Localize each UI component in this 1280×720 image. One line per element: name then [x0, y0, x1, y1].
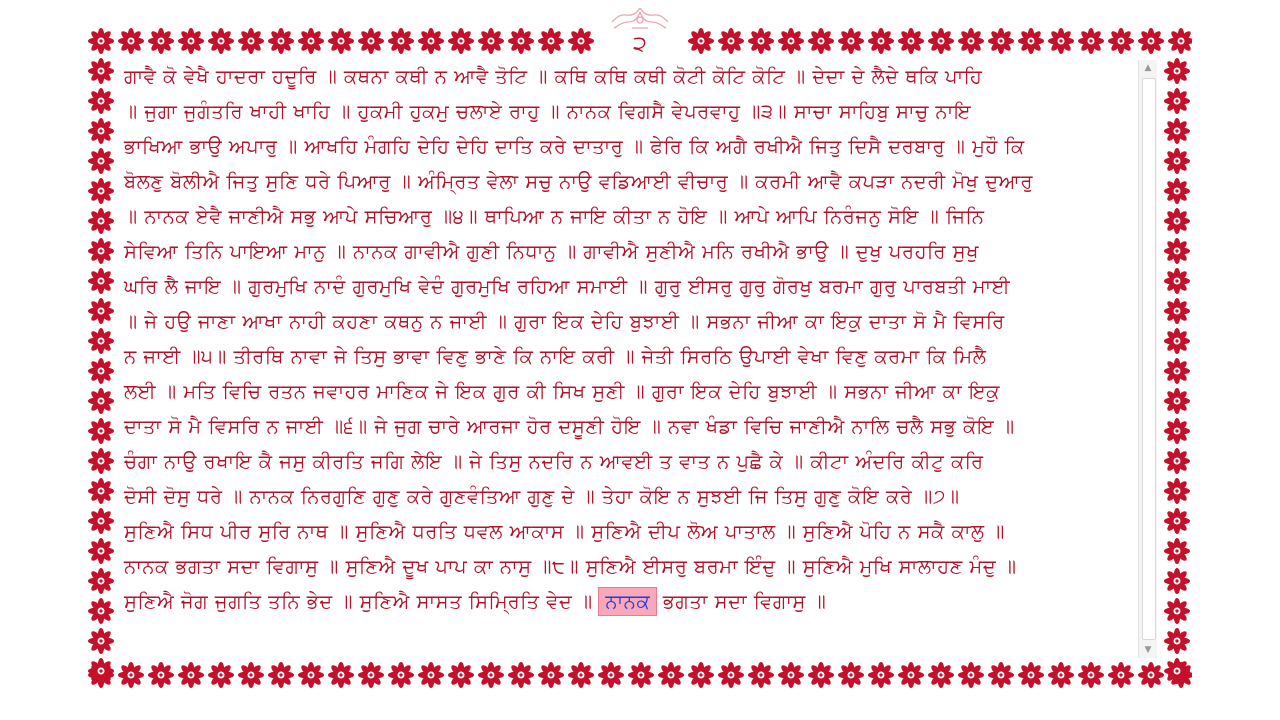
border-flower-icon	[1138, 662, 1164, 688]
text-line: ਨਾਨਕ ਭਗਤਾ ਸਦਾ ਵਿਗਾਸੁ ॥ ਸੁਣਿਐ ਦੂਖ ਪਾਪ ਕਾ ਨਾਸੁ ॥੮॥ ਸੁਣਿਐ ਈਸਰੁ ਬਰਮਾ ਇੰਦੁ ॥ ਸੁਣਿਐ ਮੁਖਿ ਸਾਲਾਹਣ ਮੰਦੁ ॥	[124, 555, 1017, 578]
border-flower-icon	[268, 28, 294, 54]
text-line: ॥ ਜੁਗਾ ਜੁਗੰਤਰਿ ਖਾਹੀ ਖਾਹਿ ॥ ਹੁਕਮੀ ਹੁਕਮੁ ਚਲਾਏ ਰਾਹੁ ॥ ਨਾਨਕ ਵਿਗਸੈ ਵੇਪਰਵਾਹੁ ॥੩॥ ਸਾਚਾ ਸਾਹਿਬੁ ਸਾਚੁ ਨਾਇ	[124, 100, 972, 123]
border-flower-icon	[1168, 28, 1192, 54]
border-flower-icon	[88, 208, 114, 234]
border-flower-icon	[418, 662, 444, 688]
border-flower-icon	[328, 28, 354, 54]
border-flower-icon	[388, 28, 414, 54]
border-flower-icon	[298, 662, 324, 688]
border-flower-icon	[1164, 178, 1190, 204]
border-flower-icon	[388, 662, 414, 688]
border-flower-icon	[778, 28, 804, 54]
border-flower-icon	[1164, 238, 1190, 264]
border-flower-icon	[1018, 662, 1044, 688]
text-line: ਦਾਤਾ ਸੋ ਮੈ ਵਿਸਰਿ ਨ ਜਾਈ ॥੬॥ ਜੇ ਜੁਗ ਚਾਰੇ ਆਰਜਾ ਹੋਰ ਦਸੂਣੀ ਹੋਇ ॥ ਨਵਾ ਖੰਡਾ ਵਿਚਿ ਜਾਣੀਐ ਨਾਲਿ ਚਲੈ ਸਭੁ ਕੋਇ ॥	[124, 415, 1015, 438]
text-line: ਨ ਜਾਈ ॥੫॥ ਤੀਰਥਿ ਨਾਵਾ ਜੇ ਤਿਸੁ ਭਾਵਾ ਵਿਣੁ ਭਾਣੇ ਕਿ ਨਾਇ ਕਰੀ ॥ ਜੇਤੀ ਸਿਰਠਿ ਉਪਾਈ ਵੇਖਾ ਵਿਣੁ ਕਰਮਾ ਕਿ ਮਿਲੈ	[124, 345, 987, 368]
border-flower-icon	[238, 662, 264, 688]
border-flower-icon	[1164, 628, 1190, 654]
text-line: ਸੇਵਿਆ ਤਿਨਿ ਪਾਇਆ ਮਾਨੁ ॥ ਨਾਨਕ ਗਾਵੀਐ ਗੁਣੀ ਨਿਧਾਨੁ ॥ ਗਾਵੀਐ ਸੁਣੀਐ ਮਨਿ ਰਖੀਐ ਭਾਉ ॥ ਦੁਖੁ ਪਰਹਰਿ ਸੁਖੁ	[124, 240, 979, 263]
border-flower-icon	[568, 662, 594, 688]
border-flower-icon	[748, 662, 774, 688]
border-flower-icon	[268, 662, 294, 688]
border-flower-icon	[1048, 662, 1074, 688]
border-flower-icon	[118, 662, 144, 688]
border-flower-icon	[838, 28, 864, 54]
border-flower-icon	[1164, 418, 1190, 444]
border-flower-icon	[88, 658, 114, 684]
border-flower-icon	[928, 28, 954, 54]
page-number: ੨	[633, 32, 647, 57]
border-flower-icon	[358, 662, 384, 688]
border-flower-icon	[178, 28, 204, 54]
border-flower-icon	[1164, 568, 1190, 594]
border-flower-icon	[718, 662, 744, 688]
border-flower-icon	[88, 478, 114, 504]
border-flower-icon	[568, 28, 594, 54]
border-flower-icon	[1164, 478, 1190, 504]
text-line: ਦੋਸੀ ਦੋਸੁ ਧਰੇ ॥ ਨਾਨਕ ਨਿਰਗੁਣਿ ਗੁਣੁ ਕਰੇ ਗੁਣਵੰਤਿਆ ਗੁਣੁ ਦੇ ॥ ਤੇਹਾ ਕੋਇ ਨ ਸੁਝਈ ਜਿ ਤਿਸੁ ਗੁਣੁ ਕੋਇ ਕਰੇ ॥੭॥	[124, 485, 960, 508]
text-line: ॥ ਨਾਨਕ ਏਵੈ ਜਾਣੀਐ ਸਭੁ ਆਪੇ ਸਚਿਆਰੁ ॥੪॥ ਥਾਪਿਆ ਨ ਜਾਇ ਕੀਤਾ ਨ ਹੋਇ ॥ ਆਪੇ ਆਪਿ ਨਿਰੰਜਨੁ ਸੋਇ ॥ ਜਿਨਿ	[124, 205, 985, 228]
border-flower-icon	[88, 328, 114, 354]
border-flower-icon	[1164, 358, 1190, 384]
text-line-last	[124, 587, 826, 617]
border-flower-icon	[208, 28, 234, 54]
border-flower-icon	[1164, 118, 1190, 144]
border-flower-icon	[448, 662, 474, 688]
border-flower-icon	[88, 628, 114, 654]
border-flower-icon	[88, 268, 114, 294]
border-flower-icon	[508, 662, 534, 688]
border-flower-icon	[898, 662, 924, 688]
scroll-up-icon[interactable]: ▲	[1144, 63, 1152, 73]
border-flower-icon	[88, 598, 114, 624]
border-flower-icon	[88, 88, 114, 114]
border-flower-icon	[418, 28, 444, 54]
border-flower-icon	[1078, 28, 1104, 54]
border-flower-icon	[1078, 662, 1104, 688]
border-flower-icon	[868, 28, 894, 54]
border-flower-icon	[868, 662, 894, 688]
border-flower-icon	[778, 662, 804, 688]
border-flower-icon	[988, 28, 1014, 54]
border-flower-icon	[88, 568, 114, 594]
text-line: ਗਾਵੈ ਕੋ ਵੇਖੈ ਹਾਦਰਾ ਹਦੂਰਿ ॥ ਕਥਨਾ ਕਥੀ ਨ ਆਵੈ ਤੋਟਿ ॥ ਕਥਿ ਕਥਿ ਕਥੀ ਕੋਟੀ ਕੋਟਿ ਕੋਟਿ ॥ ਦੇਦਾ ਦੇ ਲੈਦੇ ਥਕਿ ਪਾਹਿ	[124, 65, 983, 88]
border-flower-icon	[88, 298, 114, 324]
border-flower-icon	[1164, 268, 1190, 294]
border-flower-icon	[1164, 298, 1190, 324]
border-flower-icon	[88, 448, 114, 474]
border-flower-icon	[1048, 28, 1074, 54]
border-flower-icon	[958, 28, 984, 54]
border-flower-icon	[1164, 388, 1190, 414]
border-flower-icon	[88, 58, 114, 84]
border-flower-icon	[1164, 148, 1190, 174]
border-flower-icon	[718, 28, 744, 54]
border-flower-icon	[478, 28, 504, 54]
border-flower-icon	[508, 28, 534, 54]
border-flower-icon	[1164, 328, 1190, 354]
border-flower-icon	[988, 662, 1014, 688]
vertical-scrollbar[interactable]	[1138, 60, 1157, 658]
border-flower-icon	[1164, 598, 1190, 624]
highlighted-word[interactable]: ਨਾਨਕ	[599, 588, 656, 615]
border-flower-icon	[808, 662, 834, 688]
border-flower-icon	[208, 662, 234, 688]
border-flower-icon	[538, 662, 564, 688]
border-flower-icon	[838, 662, 864, 688]
border-flower-icon	[88, 178, 114, 204]
border-flower-icon	[1164, 58, 1190, 84]
border-flower-icon	[1164, 538, 1190, 564]
text-line: ਚੰਗਾ ਨਾਉ ਰਖਾਇ ਕੈ ਜਸੁ ਕੀਰਤਿ ਜਗਿ ਲੇਇ ॥ ਜੇ ਤਿਸੁ ਨਦਰਿ ਨ ਆਵਈ ਤ ਵਾਤ ਨ ਪੁਛੈ ਕੇ ॥ ਕੀਟਾ ਅੰਦਰਿ ਕੀਟੁ ਕਰਿ	[124, 450, 984, 473]
border-flower-icon	[448, 28, 474, 54]
border-flower-icon	[958, 662, 984, 688]
border-flower-icon	[478, 662, 504, 688]
border-flower-icon	[628, 662, 654, 688]
border-flower-icon	[1138, 28, 1164, 54]
border-flower-icon	[1108, 662, 1134, 688]
text-line: ਸੁਣਿਐ ਸਿਧ ਪੀਰ ਸੁਰਿ ਨਾਥ ॥ ਸੁਣਿਐ ਧਰਤਿ ਧਵਲ ਆਕਾਸ ॥ ਸੁਣਿਐ ਦੀਪ ਲੋਅ ਪਾਤਾਲ ॥ ਸੁਣਿਐ ਪੋਹਿ ਨ ਸਕੈ ਕਾਲੁ ॥	[124, 520, 1005, 543]
text-line: ਘਰਿ ਲੈ ਜਾਇ ॥ ਗੁਰਮੁਖਿ ਨਾਦੰ ਗੁਰਮੁਖਿ ਵੇਦੰ ਗੁਰਮੁਖਿ ਰਹਿਆ ਸਮਾਈ ॥ ਗੁਰੁ ਈਸਰੁ ਗੁਰੁ ਗੋਰਖੁ ਬਰਮਾ ਗੁਰੁ ਪਾਰਬਤੀ ਮਾਈ	[124, 275, 1011, 298]
border-flower-icon	[88, 508, 114, 534]
border-flower-icon	[1164, 88, 1190, 114]
border-flower-icon	[1164, 208, 1190, 234]
border-flower-icon	[658, 662, 684, 688]
border-flower-icon	[898, 28, 924, 54]
scroll-down-icon[interactable]: ▼	[1144, 645, 1152, 655]
border-flower-icon	[598, 662, 624, 688]
border-flower-icon	[88, 118, 114, 144]
border-flower-icon	[238, 28, 264, 54]
text-segment: ਸੁਣਿਐ ਜੋਗ ਜੁਗਤਿ ਤਨਿ ਭੇਦ ॥ ਸੁਣਿਐ ਸਾਸਤ ਸਿਮ੍ਰਿਤਿ ਵੇਦ ॥	[124, 590, 600, 613]
border-flower-icon	[748, 28, 774, 54]
border-flower-icon	[328, 662, 354, 688]
border-flower-icon	[148, 28, 174, 54]
border-flower-icon	[118, 28, 144, 54]
border-flower-icon	[1108, 28, 1134, 54]
border-flower-icon	[88, 358, 114, 384]
text-line: ਭਾਖਿਆ ਭਾਉ ਅਪਾਰੁ ॥ ਆਖਹਿ ਮੰਗਹਿ ਦੇਹਿ ਦੇਹਿ ਦਾਤਿ ਕਰੇ ਦਾਤਾਰੁ ॥ ਫੇਰਿ ਕਿ ਅਗੈ ਰਖੀਐ ਜਿਤੁ ਦਿਸੈ ਦਰਬਾਰੁ ॥ ਮੁਹੌ ਕਿ	[124, 135, 1025, 158]
border-flower-icon	[358, 28, 384, 54]
border-flower-icon	[88, 538, 114, 564]
border-flower-icon	[88, 28, 114, 54]
border-flower-icon	[298, 28, 324, 54]
border-flower-icon	[688, 662, 714, 688]
border-flower-icon	[148, 662, 174, 688]
border-flower-icon	[1164, 448, 1190, 474]
border-flower-icon	[928, 662, 954, 688]
scroll-thumb[interactable]	[1142, 78, 1156, 640]
text-line: ਲਈ ॥ ਮਤਿ ਵਿਚਿ ਰਤਨ ਜਵਾਹਰ ਮਾਣਿਕ ਜੇ ਇਕ ਗੁਰ ਕੀ ਸਿਖ ਸੁਣੀ ॥ ਗੁਰਾ ਇਕ ਦੇਹਿ ਬੁਝਾਈ ॥ ਸਭਨਾ ਜੀਆ ਕਾ ਇਕੁ	[124, 380, 1000, 403]
border-flower-icon	[178, 662, 204, 688]
border-flower-icon	[1164, 658, 1190, 684]
border-flower-icon	[88, 148, 114, 174]
border-flower-icon	[688, 28, 714, 54]
text-segment: ਭਗਤਾ ਸਦਾ ਵਿਗਾਸੁ ॥	[656, 590, 827, 613]
border-flower-icon	[1164, 508, 1190, 534]
border-flower-icon	[538, 28, 564, 54]
border-flower-icon	[88, 238, 114, 264]
text-line: ਬੋਲਣੁ ਬੋਲੀਐ ਜਿਤੁ ਸੁਣਿ ਧਰੇ ਪਿਆਰੁ ॥ ਅੰਮ੍ਰਿਤ ਵੇਲਾ ਸਚੁ ਨਾਉ ਵਡਿਆਈ ਵੀਚਾਰੁ ॥ ਕਰਮੀ ਆਵੈ ਕਪੜਾ ਨਦਰੀ ਮੋਖੁ ਦੁਆਰੁ	[124, 170, 1033, 193]
border-flower-icon	[808, 28, 834, 54]
border-flower-icon	[1018, 28, 1044, 54]
text-line: ॥ ਜੇ ਹਉ ਜਾਣਾ ਆਖਾ ਨਾਹੀ ਕਹਣਾ ਕਥਨੁ ਨ ਜਾਈ ॥ ਗੁਰਾ ਇਕ ਦੇਹਿ ਬੁਝਾਈ ॥ ਸਭਨਾ ਜੀਆ ਕਾ ਇਕੁ ਦਾਤਾ ਸੋ ਮੈ ਵਿਸਰਿ	[124, 310, 1005, 333]
border-flower-icon	[88, 418, 114, 444]
border-flower-icon	[88, 388, 114, 414]
